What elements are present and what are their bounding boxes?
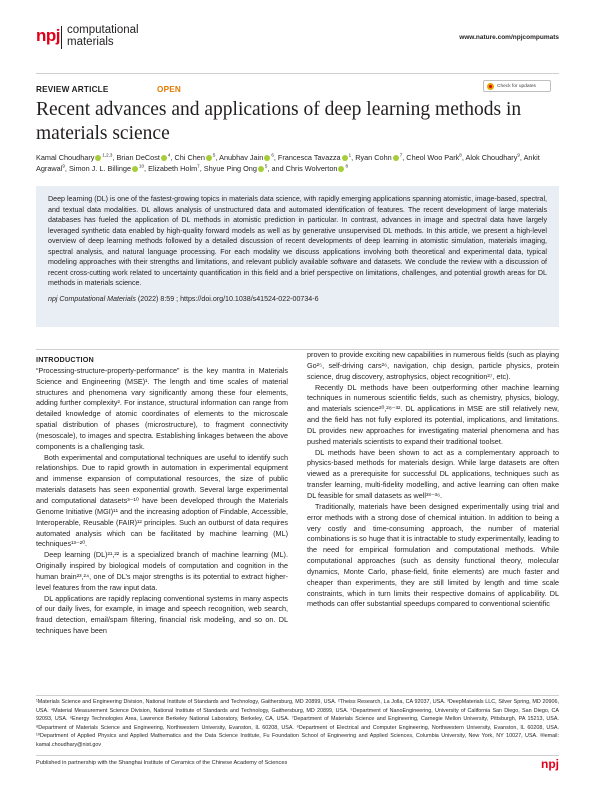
orcid-icon[interactable] (264, 155, 270, 161)
author-affiliation-ref: 5 (264, 163, 268, 169)
orcid-icon[interactable] (338, 166, 344, 172)
orcid-icon[interactable] (95, 155, 101, 161)
author-name[interactable]: Francesca Tavazza (277, 153, 341, 162)
author-list: Kamal Choudhary $^{1,2,3}$, Brian DeCost $^4$, Chi Chen $^5$, Anubhav Jain $^6$, Francesca Tavazza $^1$, Ryan Cohn $^7$, Cheol Woo Park$^8$, Alok Choudhary$^9$, Ankit Agrawal$^9$, Simon J. L. Billinge $^{10}$, Elizabeth Holm$^7$, Shyue Ping Ong $^5$, and Chris Wolverton $^8$ (36, 152, 540, 174)
author-affiliation-ref: 7 (197, 163, 200, 169)
check-updates-label: Check for updates (497, 83, 536, 89)
orcid-icon[interactable] (132, 166, 138, 172)
author-entry (406, 153, 462, 162)
author-entry (271, 164, 348, 173)
author-affiliation-ref: 1 (348, 152, 352, 158)
journal-url-link[interactable]: www.nature.com/npjcompumats (459, 34, 559, 41)
author-name[interactable]: Alok Choudhary (465, 153, 518, 162)
citation-journal: npj Computational Materials (48, 294, 136, 303)
article-type-label: REVIEW ARTICLE (36, 85, 109, 94)
author-entry (117, 153, 171, 162)
orcid-icon[interactable] (258, 166, 264, 172)
orcid-icon[interactable] (393, 155, 399, 161)
abstract-text: Deep learning (DL) is one of the fastest-growing topics in materials data science, with rapidly emerging applications spanning atomistic, image-based, spectral, and textual data modalities. DL allows analysis of unstructured data and automated identification of features. The recent development of large materials databases has fueled the application of DL methods in atomistic prediction in particular. In contrast, advances in image and spectral data have largely leveraged synthetic data enabled by high-quality forward models as well as by generative unsupervised DL methods. In this article, we present a high-level overview of deep learning methods followed by a detailed discussion of recent developments of deep learning in atomistic simulation, materials imaging, spectral analysis, and natural language processing. For each modality we discuss applications involving both theoretical and experimental data, typical modeling approaches with their strengths and limitations, and relevant publicly available software and datasets. We conclude the review with a discussion of recent cross-cutting work related to uncertainty quantification in this field and a brief perspective on limitations, challenges, and potential growth areas for DL methods in materials science. (48, 195, 547, 287)
paragraph: Traditionally, materials have been designed experimentally using trial and error methods with a strong dose of chemical intuition. In addition to being a very costly and time-consuming approach, the number of material combinations is so huge that it is intractable to study experimentally, leading to the need for empirical formulation and computational methods. While computational approaches (such as density functional theory, molecular dynamics, Monte Carlo, phase-field, finite elements) are much faster and cheaper than experiments, they are still limited by length and time scale constraints, which in turn limits their respective domains of applicability. DL methods can offer substantial speedups compared to conventional scientific (307, 501, 559, 609)
author-name[interactable]: and Chris Wolverton (271, 164, 338, 174)
author-entry (278, 153, 351, 162)
author-entry (219, 153, 274, 162)
author-name[interactable]: Chi Chen (174, 153, 205, 162)
author-affiliation-ref: 4 (167, 152, 171, 158)
author-affiliation-ref: 5 (212, 152, 216, 158)
author-affiliation-ref: 9 (517, 152, 520, 158)
author-entry (204, 164, 268, 173)
author-name[interactable]: Brian DeCost (116, 153, 160, 162)
affiliations: ¹Materials Science and Engineering Division, National Institute of Standards and Technology, Gaithersburg, MD 20899, USA. ²Theiss Research, La Jolla, CA 92037, USA. ³DeepMaterials LLC, Silver Spring, MD 20906, USA. ⁴Material Measurement Science Division, National Institute of Standards and Technology, Gaithersburg, MD 20899, USA. ⁵Department of NanoEngineering, University of California San Diego, San Diego, CA 92093, USA. ⁶Energy Technologies Area, Lawrence Berkeley National Laboratory, Berkeley, CA, USA. ⁷Department of Materials Science and Engineering, Carnegie Mellon University, Pittsburgh, PA 15213, USA. ⁸Department of Materials Science and Engineering, Northwestern University, Evanston, IL 60208, USA. ⁹Department of Electrical and Computer Engineering, Northwestern University, Evanston, IL 60208, USA. ¹⁰Department of Applied Physics and Applied Mathematics and the Data Science Institute, Fu Foundation School of Engineering and Applied Sciences, Columbia University, New York, NY 10027, USA. ✉email: kamal.choudhary@nist.gov (36, 699, 559, 748)
author-entry (148, 164, 200, 173)
left-column (36, 355, 288, 637)
paragraph: DL applications are rapidly replacing conventional systems in many aspects of our daily lives, for example, in image and speech recognition, web search, fraud detection, email/spam filtering, financial risk modeling, and so on. DL techniques have been (36, 593, 288, 636)
author-name[interactable]: Ankit Agrawal (36, 153, 540, 174)
author-name[interactable]: Cheol Woo Park (406, 153, 460, 162)
open-access-label: OPEN (157, 85, 182, 94)
abstract-box (36, 186, 559, 327)
author-affiliation-ref: 7 (399, 152, 403, 158)
author-affiliation-ref: 10 (139, 163, 145, 169)
orcid-icon[interactable] (342, 155, 348, 161)
author-name[interactable]: Simon J. L. Billinge (68, 164, 132, 174)
paragraph: proven to provide exciting new capabilities in numerous fields (such as playing Go²⁵, self-driving cars²⁶, navigation, chip design, particle physics, protein science, drug discovery, astrophysics, object recognition²⁷, etc). (307, 350, 559, 381)
paragraph: “Processing-structure-property-performance” is the key mantra in Materials Science and Engineering (MSE)¹. The length and time scales of material structures and phenomena vary significantly among these four elements, adding further complexity². For instance, structural information can range from detailed knowledge of atomic coordinates of elements to the microscale spatial distribution of phases (microstructure), to fragment connectivity (mesoscale), to images and spectra. Establishing linkages between the above components is a challenging task. (36, 365, 288, 451)
paragraph: Deep learning (DL)²¹,²² is a specialized branch of machine learning (ML). Originally inspired by biological models of computation and cognition in the human brain²³,²⁴, one of DL’s major strengths is its potential to extract higher-level features from the raw input data. (36, 550, 288, 592)
author-affiliation-ref: 9 (62, 163, 65, 169)
paragraph: DL methods have been shown to act as a complementary approach to physics-based methods for materials design. While large datasets are often viewed as a prerequisite for successful DL applications, techniques such as transfer learning, multi-fidelity modelling, and active learning can often make DL feasible for small datasets as well³³⁻³⁶. (307, 447, 559, 500)
paragraph: Both experimental and computational techniques are useful to identify such relationships. Due to rapid growth in automation in experimental equipment and immense expansion of computational resources, the size of public materials datasets has seen exponential growth. Several large experimental and computational datasets³⁻¹⁰ have been developed through the Materials Genome Initiative (MGI)¹¹ and the increasing adoption of Findable, Accessible, Interoperable, Reusable (FAIR)¹² principles. Such an outburst of data requires automated analysis which can be facilitated by machine learning (ML) techniques¹³⁻²⁰. (36, 452, 288, 549)
author-name[interactable]: Shyue Ping Ong (203, 164, 257, 174)
author-affiliation-ref: 6 (271, 152, 274, 158)
orcid-icon[interactable] (206, 155, 212, 161)
author-affiliation-ref: 8 (345, 163, 348, 169)
crossmark-icon (487, 83, 494, 90)
logo-divider (61, 26, 62, 49)
article-title: Recent advances and applications of deep learning methods in materials science (36, 99, 522, 144)
author-name[interactable]: Anubhav Jain (219, 153, 264, 162)
affiliations-rule (36, 695, 559, 696)
paragraph: Recently DL methods have been outperforming other machine learning techniques in numerous scientific fields, such as chemistry, physics, biology, and materials science²⁰,²⁸⁻³². DL applications in MSE are still relatively new, and the field has not fully explored its potential, implications, and limitations. DL provides new approaches for investigating material phenomena and has pushed materials scientists to expand their traditional toolset. (307, 382, 559, 446)
journal-name: computational materials (67, 24, 139, 48)
check-for-updates-button[interactable] (483, 80, 551, 92)
right-column (307, 350, 559, 610)
citation-doi-link[interactable]: (2022) 8:59 ; https://doi.org/10.1038/s41524-022-00734-6 (135, 294, 319, 303)
introduction-heading: INTRODUCTION (36, 355, 94, 364)
npj-logo: npj (36, 26, 60, 45)
author-name[interactable]: Kamal Choudhary (36, 153, 95, 162)
footer-text: Published in partnership with the Shanghai Institute of Ceramics of the Chinese Academy of Sciences (36, 760, 288, 766)
author-entry (355, 153, 402, 162)
author-entry (36, 153, 112, 162)
header-rule (36, 73, 559, 74)
orcid-icon[interactable] (161, 155, 167, 161)
author-name[interactable]: Ryan Cohn (355, 153, 392, 162)
author-affiliation-ref: 1,2,3 (102, 152, 113, 158)
footer-rule (36, 755, 559, 756)
citation-line (48, 294, 547, 304)
author-entry (174, 153, 215, 162)
footer-npj-logo: npj (541, 757, 559, 771)
author-name[interactable]: Elizabeth Holm (148, 164, 198, 174)
author-entry (69, 164, 144, 173)
author-affiliation-ref: 8 (459, 152, 462, 158)
author-entry (465, 153, 519, 162)
